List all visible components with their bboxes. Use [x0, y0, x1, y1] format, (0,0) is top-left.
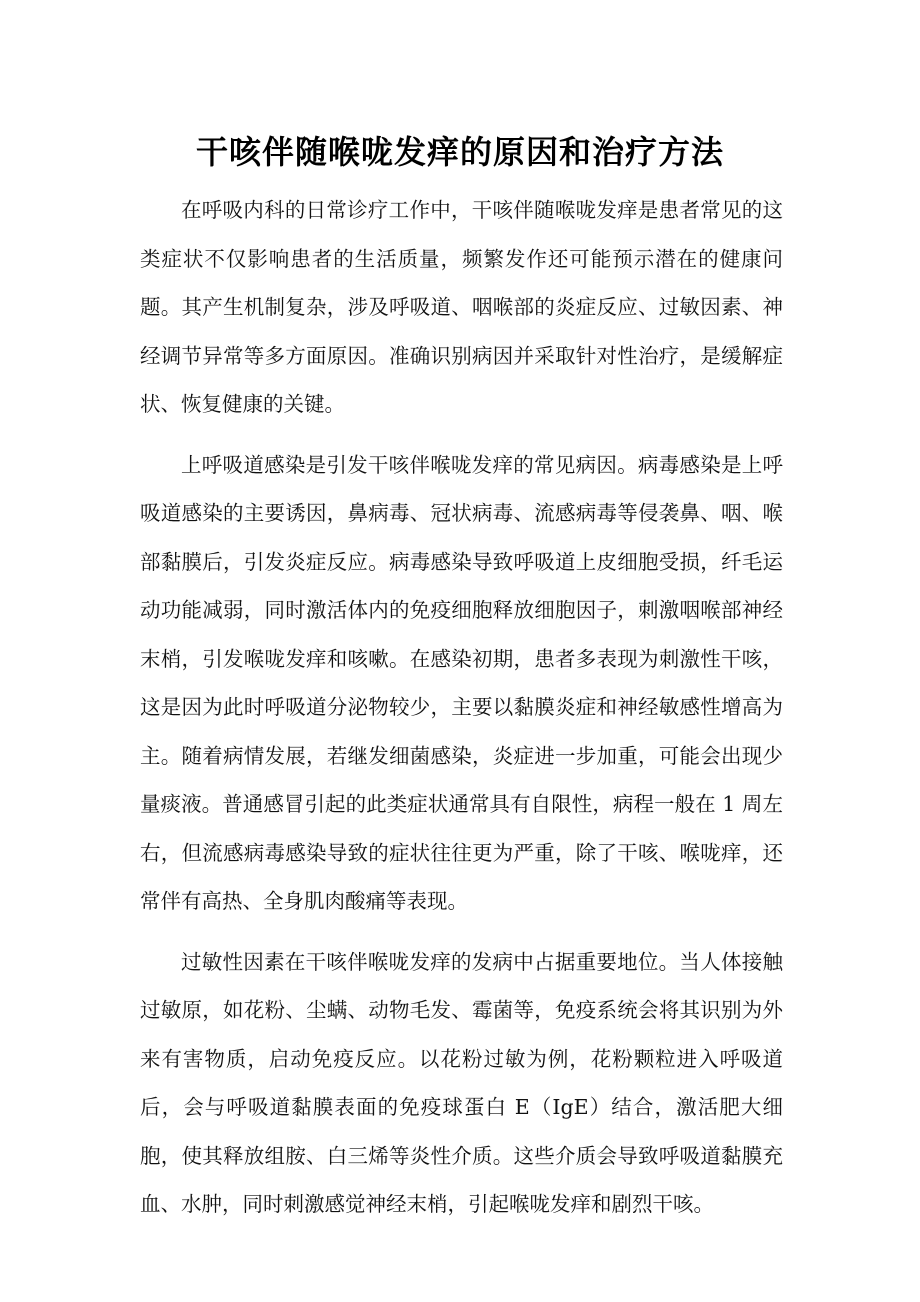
paragraph-intro: 在呼吸内科的日常诊疗工作中，干咳伴随喉咙发痒是患者常见的这类症状不仅影响患者的生活质量，频繁发作还可能预示潜在的健康问题。其产生机制复杂，涉及呼吸道、咽喉部的炎症反应、过敏因素、神经调节异常等多方面原因。准确识别病因并采取针对性治疗，是缓解症状、恢复健康的关键。 [140, 198, 783, 416]
paragraph-allergy: 过敏性因素在干咳伴喉咙发痒的发病中占据重要地位。当人体接触过敏原，如花粉、尘螨、动物毛发、霉菌等，免疫系统会将其识别为外来有害物质，启动免疫反应。以花粉过敏为例，花粉颗粒进入呼吸道后，会与呼吸道黏膜表面的免疫球蛋白 E（IgE）结合，激活肥大细胞，使其释放组胺、白三烯等炎性介质。这些介质会导致呼吸道黏膜充血、水肿，同时刺激感觉神经末梢，引起喉咙发痒和剧烈干咳。 [140, 949, 783, 1216]
document-body [140, 186, 783, 1241]
document-title: 干咳伴随喉咙发痒的原因和治疗方法 [195, 133, 724, 171]
paragraph-infection: 上呼吸道感染是引发干咳伴喉咙发痒的常见病因。病毒感染是上呼吸道感染的主要诱因，鼻病毒、冠状病毒、流感病毒等侵袭鼻、咽、喉部黏膜后，引发炎症反应。病毒感染导致呼吸道上皮细胞受损，纤毛运动功能减弱，同时激活体内的免疫细胞释放细胞因子，刺激咽喉部神经末梢，引发喉咙发痒和咳嗽。在感染初期，患者多表现为刺激性干咳，这是因为此时呼吸道分泌物较少，主要以黏膜炎症和神经敏感性增高为主。随着病情发展，若继发细菌感染，炎症进一步加重，可能会出现少量痰液。普通感冒引起的此类症状通常具有自限性，病程一般在 1 周左右，但流感病毒感染导致的症状往往更为严重，除了干咳、喉咙痒，还常伴有高热、全身肌肉酸痛等表现。 [140, 452, 783, 913]
